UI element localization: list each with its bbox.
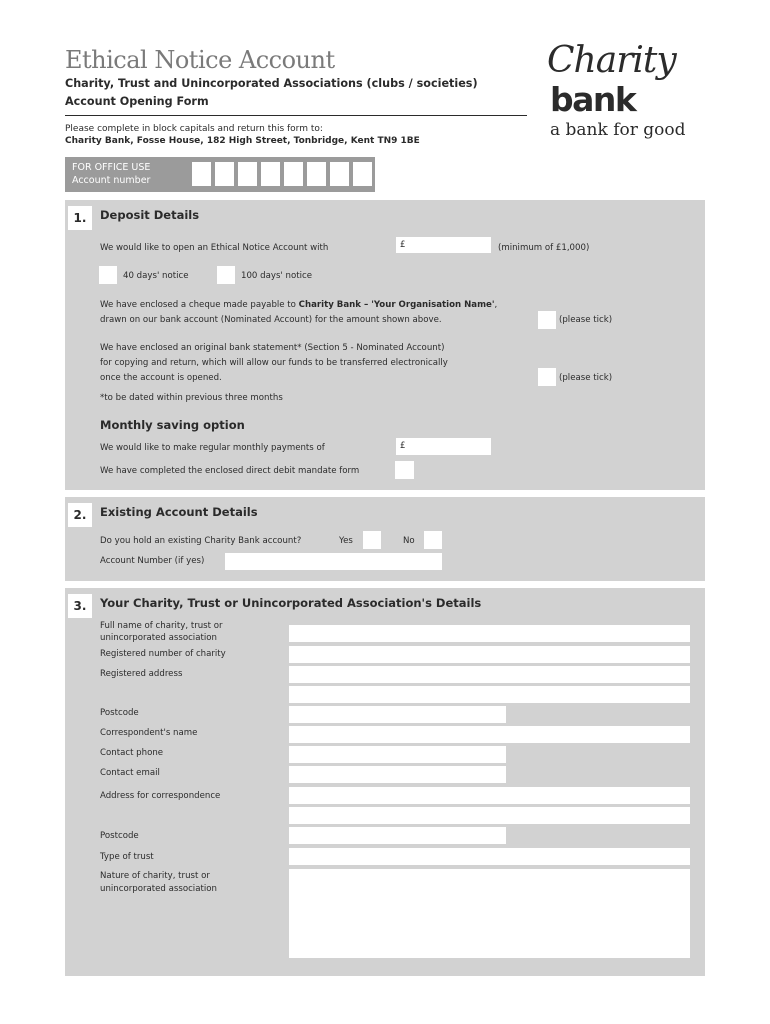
account-number-digit[interactable] — [330, 162, 349, 186]
correspondent-input[interactable] — [289, 726, 690, 743]
full-name-input[interactable] — [289, 625, 690, 642]
contact-phone-input[interactable] — [289, 746, 506, 763]
registered-address-input-1[interactable] — [289, 666, 690, 683]
return-address: Charity Bank, Fosse House, 182 High Street, Tonbridge, Kent TN9 1BE — [65, 136, 420, 146]
direct-debit-label: We have completed the enclosed direct debit mandate form — [100, 466, 360, 476]
nature-label: Nature of charity, trust or unincorporated association — [100, 871, 217, 894]
form-title: Ethical Notice Account — [65, 46, 335, 74]
monthly-saving-heading: Monthly saving option — [100, 418, 245, 432]
logo-tagline: a bank for good — [550, 120, 686, 140]
monthly-amount-input[interactable] — [396, 438, 491, 455]
instructions: Please complete in block capitals and return this form to: — [65, 124, 323, 134]
cheque-text-2: drawn on our bank account (Nominated Account) for the amount shown above. — [100, 315, 442, 325]
postcode-input[interactable] — [289, 706, 506, 723]
account-number-digit[interactable] — [284, 162, 303, 186]
type-of-trust-label: Type of trust — [100, 852, 154, 862]
header-divider — [65, 115, 527, 116]
correspondence-address-label: Address for correspondence — [100, 791, 221, 801]
account-number-label: Account number — [72, 175, 151, 186]
section-number: 3. — [68, 594, 92, 618]
cheque-checkbox[interactable] — [538, 311, 556, 329]
statement-checkbox[interactable] — [538, 368, 556, 386]
logo-charity: Charity — [547, 40, 676, 81]
logo-bank: bank — [550, 80, 636, 119]
nature-textarea[interactable] — [289, 869, 690, 958]
form-subtitle-2: Account Opening Form — [65, 95, 209, 108]
form-subtitle: Charity, Trust and Unincorporated Associations (clubs / societies) — [65, 77, 478, 90]
account-number-digit[interactable] — [353, 162, 372, 186]
section-number: 2. — [68, 503, 92, 527]
registered-address-label: Registered address — [100, 669, 183, 679]
no-label: No — [403, 536, 415, 546]
no-checkbox[interactable] — [424, 531, 442, 549]
account-number-digit[interactable] — [261, 162, 280, 186]
direct-debit-checkbox[interactable] — [395, 461, 414, 479]
registered-number-input[interactable] — [289, 646, 690, 663]
registered-number-label: Registered number of charity — [100, 649, 226, 659]
section-heading: Existing Account Details — [100, 505, 258, 519]
notice-100-checkbox[interactable] — [217, 266, 235, 284]
postcode-label: Postcode — [100, 708, 139, 718]
monthly-payment-label: We would like to make regular monthly payments of — [100, 443, 325, 453]
please-tick-label: (please tick) — [559, 315, 613, 325]
account-number-label: Account Number (if yes) — [100, 556, 205, 566]
cheque-text: We have enclosed a cheque made payable to Charity Bank – 'Your Organisation Name', — [100, 300, 498, 310]
open-account-label: We would like to open an Ethical Notice Account with — [100, 243, 329, 253]
notice-100-label: 100 days' notice — [241, 271, 312, 281]
type-of-trust-input[interactable] — [289, 848, 690, 865]
notice-40-label: 40 days' notice — [123, 271, 189, 281]
account-number-digit[interactable] — [192, 162, 211, 186]
please-tick-label: (please tick) — [559, 373, 613, 383]
section-heading: Deposit Details — [100, 208, 200, 222]
registered-address-input-2[interactable] — [289, 686, 690, 703]
section-deposit-details — [65, 200, 705, 490]
section-heading: Your Charity, Trust or Unincorporated Association's Details — [100, 596, 482, 610]
account-number-digit[interactable] — [238, 162, 257, 186]
correspondence-address-input-1[interactable] — [289, 787, 690, 804]
footnote: *to be dated within previous three months — [100, 393, 283, 403]
office-use-label: FOR OFFICE USE — [72, 162, 151, 173]
deposit-amount-input[interactable] — [396, 237, 491, 253]
contact-email-label: Contact email — [100, 768, 160, 778]
contact-phone-label: Contact phone — [100, 748, 164, 758]
section-charity-details — [65, 588, 705, 976]
correspondence-postcode-input[interactable] — [289, 827, 506, 844]
account-number-digit[interactable] — [215, 162, 234, 186]
statement-text-3: once the account is opened. — [100, 373, 222, 383]
notice-40-checkbox[interactable] — [99, 266, 117, 284]
section-existing-account — [65, 497, 705, 581]
yes-checkbox[interactable] — [363, 531, 381, 549]
full-name-label: Full name of charity, trust or unincorporated association — [100, 621, 223, 643]
account-number-input[interactable] — [225, 553, 442, 570]
postcode-label: Postcode — [100, 831, 139, 841]
currency-symbol: £ — [400, 240, 406, 250]
statement-text-2: for copying and return, which will allow our funds to be transferred electronically — [100, 358, 448, 368]
contact-email-input[interactable] — [289, 766, 506, 783]
minimum-note: (minimum of £1,000) — [498, 243, 590, 253]
statement-text: We have enclosed an original bank statement* (Section 5 - Nominated Account) — [100, 343, 445, 353]
correspondence-address-input-2[interactable] — [289, 807, 690, 824]
currency-symbol: £ — [400, 441, 406, 451]
yes-label: Yes — [339, 536, 353, 546]
existing-account-question: Do you hold an existing Charity Bank account? — [100, 536, 302, 546]
correspondent-label: Correspondent's name — [100, 728, 198, 738]
account-number-digit[interactable] — [307, 162, 326, 186]
office-use-panel — [65, 157, 375, 192]
section-number: 1. — [68, 206, 92, 230]
